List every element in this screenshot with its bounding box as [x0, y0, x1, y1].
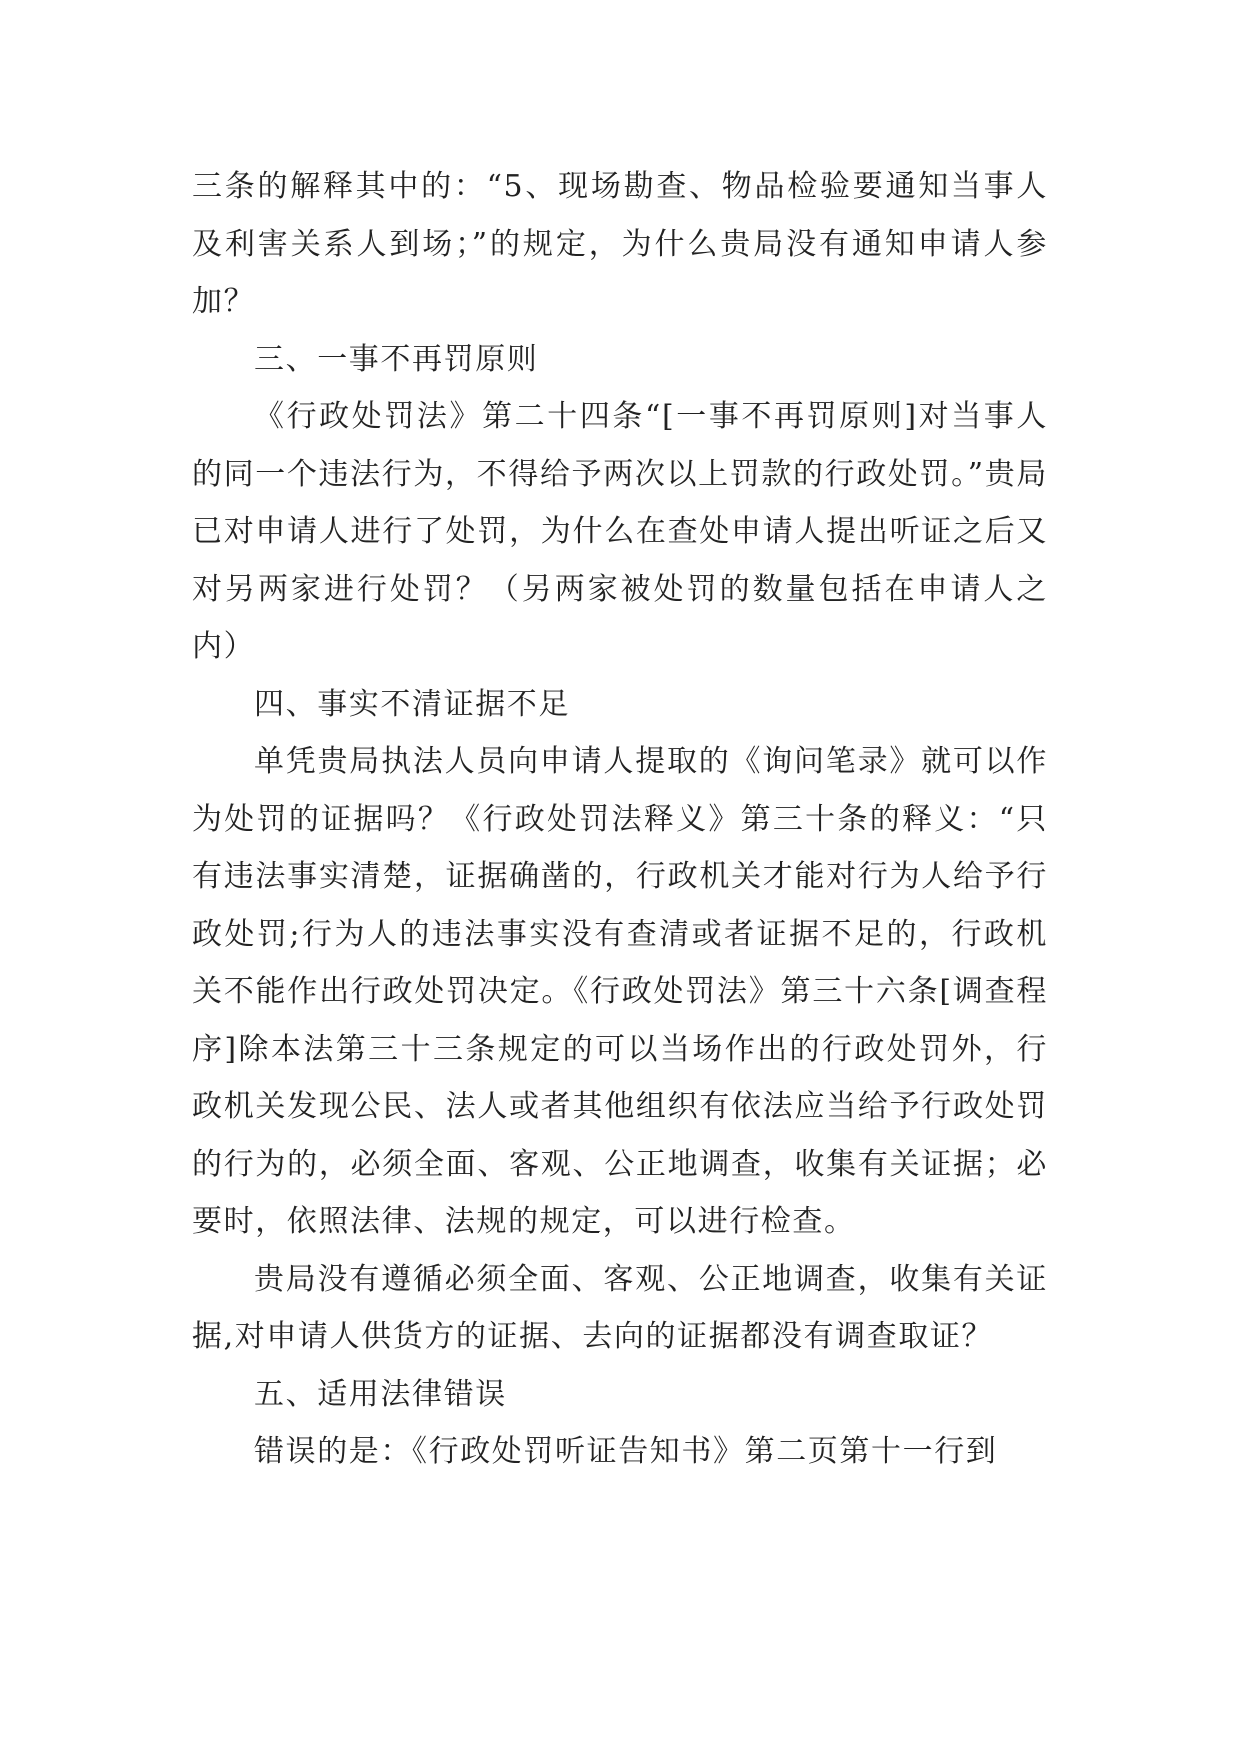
paragraph-continuation: 三条的解释其中的：“5、现场勘查、物品检验要通知当事人及利害关系人到场；”的规定，为什么贵局没有通知申请人参加？ — [192, 169, 1048, 319]
heading-section-4: 四、事实不清证据不足 — [254, 686, 570, 722]
paragraph-investigation: 贵局没有遵循必须全面、客观、公正地调查，收集有关证据,对申请人供货方的证据、去向的证据都没有调查取证？ — [192, 1261, 1048, 1354]
heading-section-5: 五、适用法律错误 — [254, 1376, 507, 1412]
paragraph-legal-error: 错误的是：《行政处罚听证告知书》第二页第十一行到 — [254, 1434, 998, 1469]
paragraph-evidence: 单凭贵局执法人员向申请人提取的《询问笔录》就可以作为处罚的证据吗？《行政处罚法释义》第三十条的释义：“只有违法事实清楚，证据确凿的，行政机关才能对行为人给予行政处罚;行为人的违法事实没有查清或者证据不足的，行政机关不能作出行政处罚决定。《行政处罚法》第三十六条[调查程序]除本法第三十三条规定的可以当场作出的行政处罚外，行政机关发现公民、法人或者其他组织有依法应当给予行政处罚的行为的，必须全面、客观、公正地调查，收集有关证据；必要时，依照法律、法规的规定，可以进行检查。 — [192, 744, 1048, 1239]
document-body — [192, 158, 1048, 1481]
paragraph-article-24: 《行政处罚法》第二十四条“[一事不再罚原则]对当事人的同一个违法行为，不得给予两次以上罚款的行政处罚。”贵局已对申请人进行了处罚，为什么在查处申请人提出听证之后又对另两家进行处罚？（另两家被处罚的数量包括在申请人之内） — [192, 399, 1048, 664]
heading-section-3: 三、一事不再罚原则 — [254, 341, 539, 377]
